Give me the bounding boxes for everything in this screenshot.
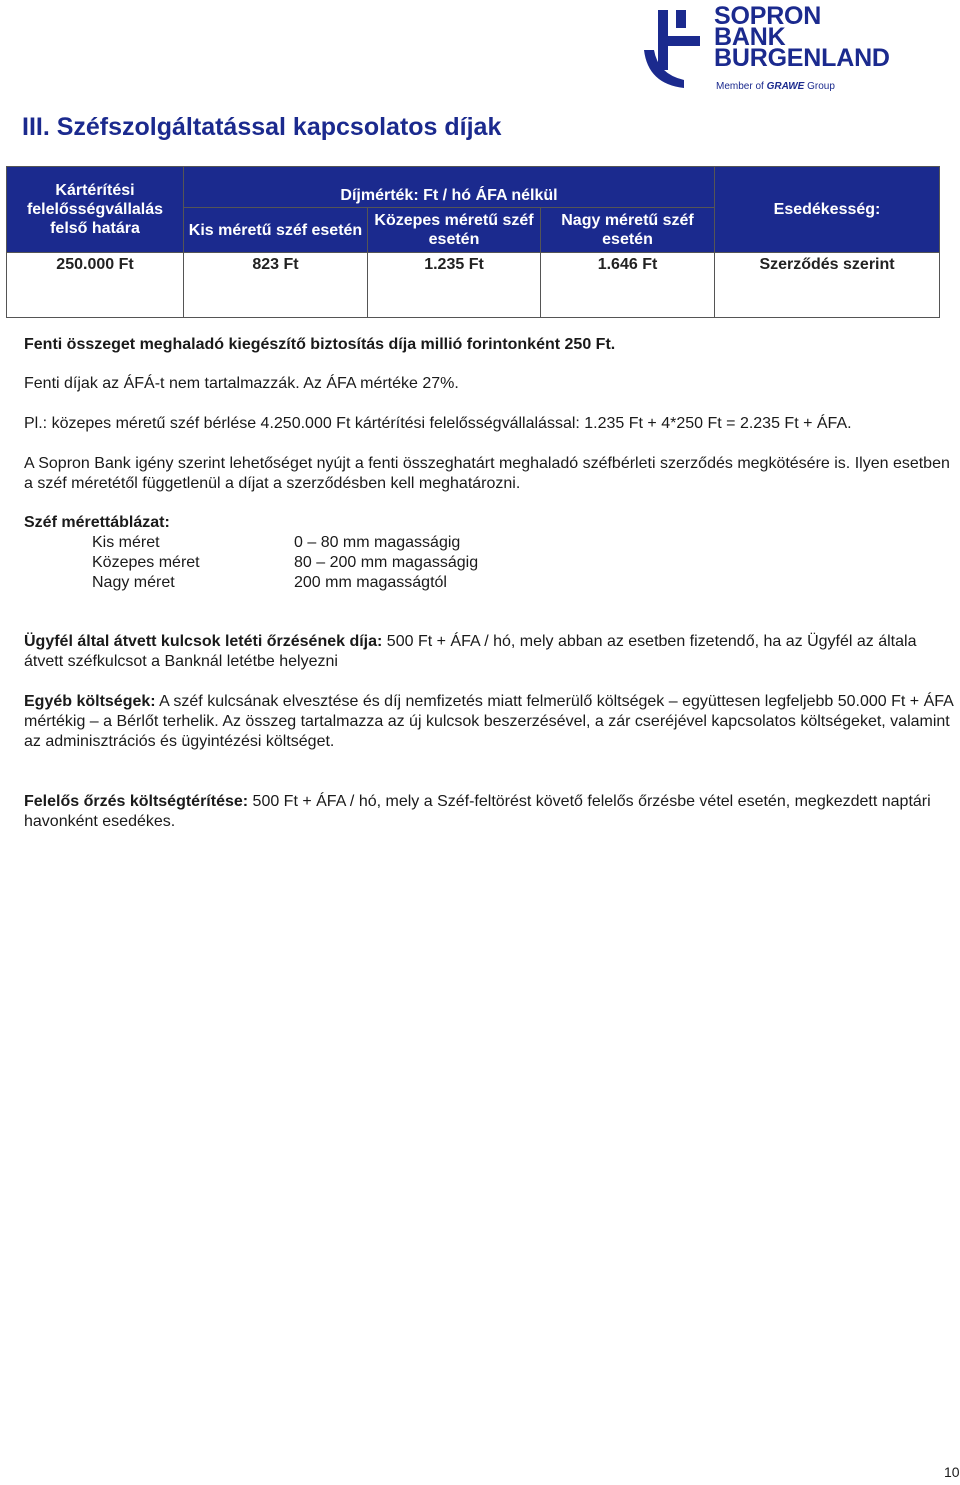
other-costs (24, 692, 959, 752)
logo-member-line (716, 81, 835, 92)
bank-logo (638, 2, 898, 96)
logo-line-3: BURGENLAND (714, 44, 890, 72)
header-small: Kis méretű széf esetén (184, 208, 368, 253)
size-table-title: Széf mérettáblázat: (24, 514, 170, 531)
list-item (24, 533, 461, 553)
cell-medium: 1.235 Ft (424, 256, 484, 273)
section-title: III. Széfszolgáltatással kapcsolatos díjak (22, 113, 502, 141)
page-number: 10 (944, 1464, 960, 1480)
key-deposit-fee (24, 632, 959, 672)
size-name: Nagy méret (92, 574, 175, 591)
safe-fee-table (6, 166, 940, 318)
size-range: 0 – 80 mm magasságig (294, 534, 461, 551)
extra-insurance-note: Fenti összeget meghaladó kiegészítő biztosítás díja millió forintonként 250 Ft. (24, 336, 616, 353)
cell-large: 1.646 Ft (597, 256, 658, 273)
table-row (7, 253, 940, 318)
header-medium: Közepes méretű széf esetén (368, 208, 541, 253)
logo-wordmark (714, 2, 890, 72)
cell-due: Szerződés szerint (759, 256, 895, 273)
logo-line-1: SOPRON (714, 2, 822, 30)
member-suffix: Group (804, 81, 835, 92)
list-item (24, 553, 479, 573)
size-range: 200 mm magasságtól (294, 574, 447, 591)
member-brand: GRAWE (766, 81, 805, 92)
safe-size-table (24, 513, 479, 593)
logo-line-2: BANK (714, 23, 786, 51)
other-costs-text: A széf kulcsának elvesztése és díj nemfizetés miatt felmerülő költségek – együttesen legfeljebb 50.000 Ft + ÁFA mértékig – a Bérlőt terhelik. Az összeg tartalmazza az új kulcsok beszerzésével, a zár cseréjével kapcsolatos költségeket, valamint az adminisztrációs és ügyintézési költséget. (24, 693, 953, 750)
cell-liability: 250.000 Ft (56, 256, 134, 273)
vat-note: Fenti díjak az ÁFÁ-t nem tartalmazzák. Az ÁFA mértéke 27%. (24, 375, 459, 392)
header-fee-group: Díjmérték: Ft / hó ÁFA nélkül (184, 167, 715, 208)
other-costs-label: Egyéb költségek: (24, 693, 156, 710)
custody-label: Felelős őrzés költségtérítése: (24, 793, 249, 810)
custody-fee (24, 792, 959, 832)
cell-small: 823 Ft (252, 256, 299, 273)
custody-text: 500 Ft + ÁFA / hó, mely a Széf-feltörést követő felelős őrzésbe vétel esetén, megkezdett naptári havonként esedékes. (24, 793, 931, 830)
header-large: Nagy méretű széf esetén (541, 208, 715, 253)
member-prefix: Member of (716, 81, 767, 92)
header-due: Esedékesség: (715, 167, 940, 253)
custom-contract-note: A Sopron Bank igény szerint lehetőséget nyújt a fenti összeghatárt meghaladó széfbérleti szerződés megkötésére is. Ilyen esetben a széf méretétől függetlenül a díjat a szerződésben kell meghatározni. (24, 455, 950, 492)
size-name: Kis méret (92, 534, 160, 551)
size-name: Közepes méret (92, 554, 200, 571)
example-note: Pl.: közepes méretű széf bérlése 4.250.000 Ft kártérítési felelősségvállalással: 1.235 Ft + 4*250 Ft = 2.235 Ft + ÁFA. (24, 415, 852, 432)
size-range: 80 – 200 mm magasságig (294, 554, 479, 571)
header-liability: Kártérítési felelősségvállalás felső határa (7, 167, 184, 253)
key-deposit-label: Ügyfél által átvett kulcsok letéti őrzésének díja: (24, 633, 383, 650)
logo-mark-icon (638, 6, 710, 88)
key-deposit-text: 500 Ft + ÁFA / hó, mely abban az esetben fizetendő, ha az Ügyfél az általa átvett széfkulcsot a Banknál letétbe helyezni (24, 633, 917, 670)
list-item (24, 573, 447, 593)
